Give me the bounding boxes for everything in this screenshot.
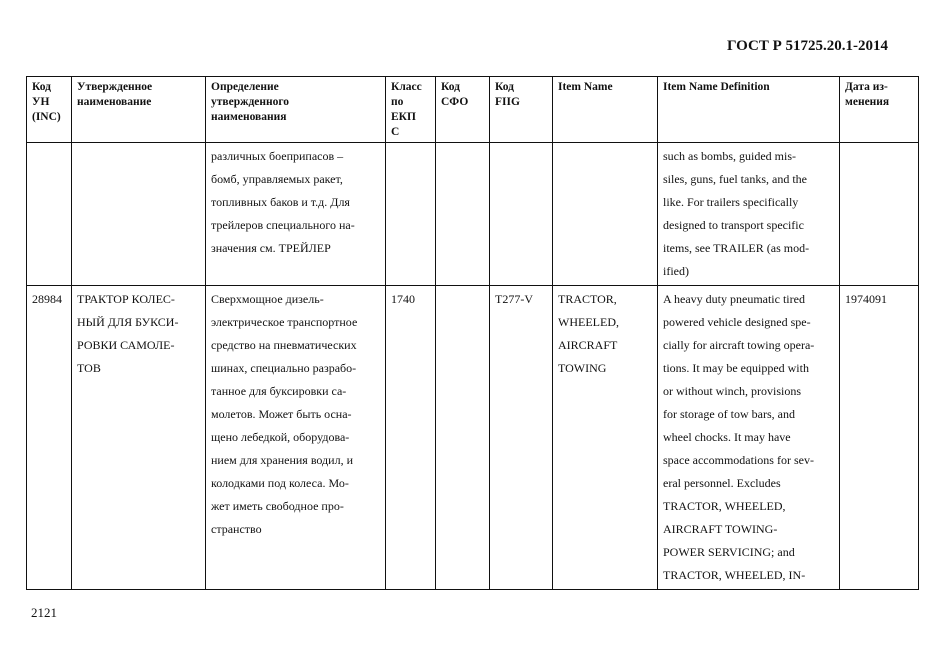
cell-item-name-definition: such as bombs, guided mis- siles, guns, fuel tanks, and the like. For trailers specifically designed to transport specific items, see TRAILER (as mod- ified): [658, 143, 840, 286]
cell-fiig-code: [490, 143, 553, 286]
table-row: [27, 143, 919, 286]
table-header-row: [27, 77, 919, 143]
page-number: 2121: [31, 605, 57, 620]
cell-item-name: [553, 143, 658, 286]
header-item-name-definition: Item Name Definition: [658, 77, 840, 143]
table-row: [27, 286, 919, 590]
cell-item-name: TRACTOR, WHEELED, AIRCRAFT TOWING: [553, 286, 658, 590]
cell-sfo-code: [436, 143, 490, 286]
cell-ekps-class: 1740: [386, 286, 436, 590]
header-change-date: Дата из- менения: [840, 77, 919, 143]
cell-approved-name: [72, 143, 206, 286]
cell-inc: [27, 143, 72, 286]
cell-ekps-class: [386, 143, 436, 286]
cell-inc: 28984: [27, 286, 72, 590]
cell-change-date: 1974091: [840, 286, 919, 590]
cell-sfo-code: [436, 286, 490, 590]
header-approved-name: Утвержденное наименование: [72, 77, 206, 143]
header-ekps-class: Класс по ЕКП С: [386, 77, 436, 143]
header-inc: Код УН (INC): [27, 77, 72, 143]
cell-approved-name: ТРАКТОР КОЛЕС- НЫЙ ДЛЯ БУКСИ- РОВКИ САМОЛЕ- ТОВ: [72, 286, 206, 590]
cell-change-date: [840, 143, 919, 286]
header-sfo-code: Код СФО: [436, 77, 490, 143]
cell-definition: Сверхмощное дизель- электрическое транспортное средство на пневматических шинах, специально разрабо- танное для буксировки са- молетов. Может быть осна- щено лебедкой, оборудова- нием для хранения водил, и колодками под колеса. Мо- жет иметь свободное про- странство: [206, 286, 386, 590]
catalog-table: [26, 76, 919, 590]
header-fiig-code: Код FIIG: [490, 77, 553, 143]
standard-code-header: ГОСТ Р 51725.20.1-2014: [726, 38, 888, 54]
cell-item-name-definition: A heavy duty pneumatic tired powered vehicle designed spe- cially for aircraft towing opera- tions. It may be equipped with or without winch, provisions for storage of tow bars, and wheel chocks. It may have space accommodations for sev- eral personnel. Excludes TRACTOR, WHEELED, AIRCRAFT TOWING- POWER SERVICING; and TRACTOR, WHEELED, IN-: [658, 286, 840, 590]
cell-definition: различных боеприпасов – бомб, управляемых ракет, топливных баков и т.д. Для трейлеров специального на- значения см. ТРЕЙЛЕР: [206, 143, 386, 286]
header-definition: Определение утвержденного наименования: [206, 77, 386, 143]
cell-fiig-code: T277-V: [490, 286, 553, 590]
header-item-name: Item Name: [553, 77, 658, 143]
